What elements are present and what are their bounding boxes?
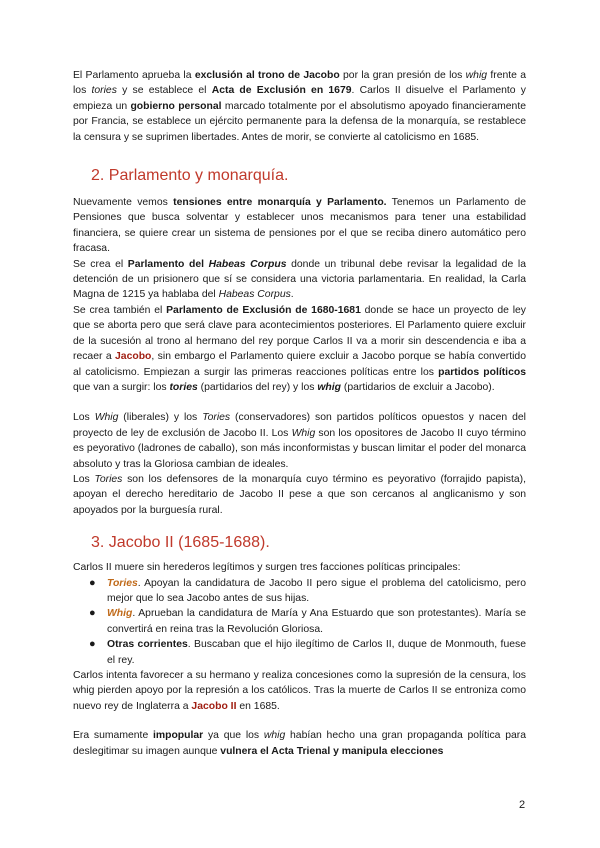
section-2-paragraph-2 bbox=[73, 257, 526, 303]
bold-text: partidos políticos bbox=[438, 366, 526, 378]
bullet-icon: ● bbox=[89, 607, 96, 620]
text: , sin embargo el Parlamento quiere excluir a Jacobo porque se había convertido al catolicismo. Empiezan a surgir las primeras reacciones políticas entre los bbox=[73, 351, 526, 378]
bold-text: gobierno personal bbox=[130, 100, 222, 112]
italic-text: Whig bbox=[94, 412, 119, 424]
list-item bbox=[89, 637, 526, 668]
faction-description: . Buscaban que el hijo ilegítimo de Carlos II, duque de Monmouth, fuese el rey. bbox=[107, 639, 526, 666]
section-2-paragraph-3 bbox=[73, 303, 526, 395]
italic-text: whig bbox=[465, 70, 488, 81]
bold-italic-text: tories bbox=[169, 381, 198, 393]
text: son los defensores de la monarquía cuyo término es peyorativo (forrajido papista), apoyan el derecho hereditario de Jacobo II pese a que son cercanos al anglicanismo y son apoyados por la burguesía rural. bbox=[73, 473, 526, 516]
list-item bbox=[89, 576, 526, 607]
bold-text: impopular bbox=[152, 730, 204, 742]
text: Se crea también el bbox=[73, 304, 167, 316]
section-3-paragraph-1: Carlos II muere sin herederos legítimos y surgen tres facciones políticas principales: bbox=[73, 562, 461, 574]
intro-paragraph bbox=[73, 68, 526, 145]
text: Los bbox=[73, 473, 95, 485]
italic-text: Tories bbox=[202, 412, 231, 424]
text: Los bbox=[73, 412, 95, 424]
text: (partidarios del rey) y los bbox=[197, 381, 318, 393]
text: Era sumamente bbox=[73, 730, 153, 742]
text: Carlos intenta favorecer a su hermano y realiza concesiones como la supresión de la censura, los whig pierden apoyo por la represión a los católicos. Tras la muerte de Carlos II se entroniza como nuevo rey de Inglaterra a bbox=[73, 670, 526, 712]
bullet-icon: ● bbox=[89, 638, 96, 651]
bold-text: Acta de Exclusión en 1679 bbox=[211, 85, 352, 97]
text: (partidarios de excluir a Jacobo). bbox=[340, 381, 495, 393]
text: y se establece el bbox=[116, 85, 212, 97]
section-3-heading: 3. Jacobo II (1685-1688). bbox=[91, 534, 270, 552]
bold-text: vulnera el Acta Trienal y manipula elecciones bbox=[220, 745, 444, 757]
text: Tenemos un Parlamento de Pensiones que busca solventar y establecer unos mecanismos para tener una estabilidad financiera, se quiere crear un sistema de pensiones por el que se reciba dinero automático pero fracasa. bbox=[73, 197, 526, 255]
faction-name: Whig bbox=[107, 608, 133, 620]
text: (liberales) y los bbox=[118, 412, 203, 424]
text: son los opositores de Jacobo II cuyo término es peyorativo (ladrones de caballo), son más inconformistas y buscan limitar el poder del monarca absoluto y tras la Gloriosa cambian de ideales. bbox=[73, 427, 526, 470]
text: El Parlamento aprueba la bbox=[73, 70, 195, 81]
text: en 1685. bbox=[236, 700, 280, 712]
faction-description: . Aprueban la candidatura de María y Ana Estuardo que son protestantes). María se convertirá en reina tras la Revolución Gloriosa. bbox=[107, 608, 526, 635]
text: donde se hace un proyecto de ley que se aborta pero que será clave para acontecimientos posteriores. El Parlamento quiere excluir de la sucesión al trono al hermano del rey porque Carlos II va a morir sin descendencia e iba a recaer a bbox=[73, 304, 526, 363]
italic-text: whig bbox=[263, 730, 286, 742]
text: ya que los bbox=[203, 730, 264, 742]
faction-description: . Apoyan la candidatura de Jacobo II pero sigue el problema del catolicismo, pero mejor que lo sea Jacobo antes de sus hijas. bbox=[107, 577, 526, 604]
text: (conservadores) son partidos políticos opuestos y nacen del proyecto de ley de exclusión de Jacobo II. Los bbox=[73, 412, 526, 439]
italic-text: Whig bbox=[291, 427, 316, 439]
text: marcado totalmente por el absolutismo apoyado financieramente por Francia, se establece un ejército permanente para la defensa de la monarquía, se restablece la censura y se suprimen libertades. Antes de morir, se convierte al catolicismo en 1685. bbox=[73, 100, 526, 143]
document-page bbox=[73, 68, 526, 759]
list-item bbox=[89, 606, 526, 637]
text: donde un tribunal debe revisar la legalidad de la detención de un prisionero que sí se considera una victoria parlamentaria. En realidad, la Carla Magna de 1215 ya hablaba del bbox=[73, 258, 527, 301]
text: . bbox=[290, 289, 294, 301]
bold-italic-text: Habeas Corpus bbox=[208, 258, 287, 270]
text: por la gran presión de los bbox=[339, 70, 466, 81]
bold-italic-text: whig bbox=[317, 381, 341, 393]
section-2-paragraph-4 bbox=[73, 410, 526, 472]
page-number: 2 bbox=[519, 799, 526, 811]
italic-text: tories bbox=[91, 85, 117, 97]
bold-text: exclusión al trono de Jacobo bbox=[194, 70, 340, 81]
spacer bbox=[73, 395, 526, 410]
text: . Carlos II disuelve el Parlamento y empieza un bbox=[73, 85, 526, 112]
faction-name: Otras corrientes bbox=[107, 639, 188, 651]
italic-text: Tories bbox=[94, 473, 123, 485]
bullet-icon: ● bbox=[89, 576, 96, 589]
section-2-heading: 2. Parlamento y monarquía. bbox=[91, 167, 289, 185]
faction-name: Tories bbox=[107, 577, 138, 589]
bold-text: tensiones entre monarquía y Parlamento. bbox=[173, 197, 387, 209]
text: frente a los bbox=[73, 70, 527, 97]
section-2-paragraph-5 bbox=[73, 472, 526, 518]
bold-text: Parlamento del bbox=[127, 258, 209, 270]
text: que van a surgir: los bbox=[73, 381, 170, 393]
highlight-jacobo-ii: Jacobo II bbox=[191, 700, 237, 712]
section-2-paragraph-1 bbox=[73, 195, 526, 257]
text: habían hecho una gran propaganda política para deslegitimar su imagen aunque bbox=[73, 730, 527, 757]
factions-list bbox=[73, 576, 526, 668]
text: Se crea el bbox=[73, 258, 128, 270]
highlight-jacobo: Jacobo bbox=[115, 351, 152, 363]
italic-text: Habeas Corpus bbox=[218, 289, 291, 301]
section-3-paragraph-3 bbox=[73, 728, 526, 759]
section-3-paragraph-2 bbox=[73, 668, 526, 714]
text: Nuevamente vemos bbox=[73, 197, 174, 209]
bold-text: Parlamento de Exclusión de 1680-1681 bbox=[166, 304, 361, 316]
spacer bbox=[73, 714, 526, 728]
